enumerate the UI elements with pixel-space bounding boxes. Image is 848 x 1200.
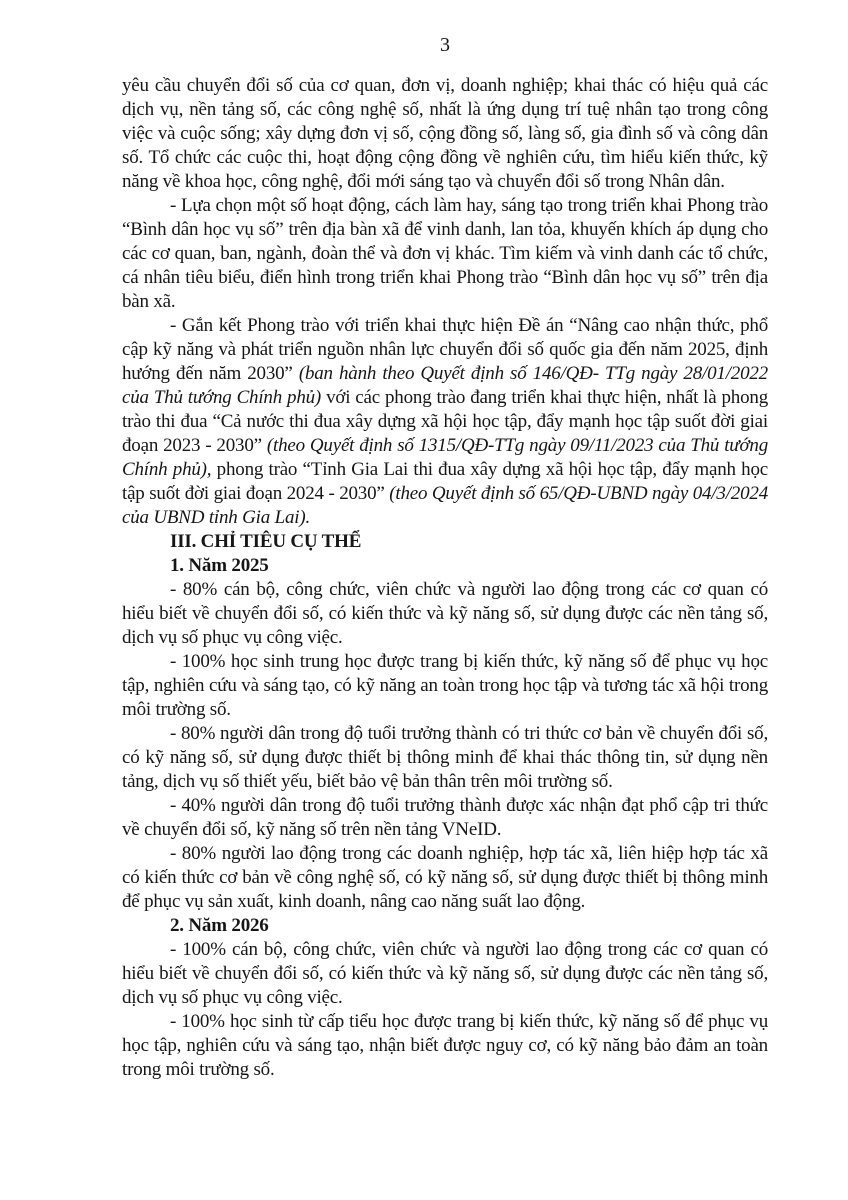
text-run: - 100% cán bộ, công chức, viên chức và người lao động trong các cơ quan có hiểu biết về chuyển đổi số, có kiến thức và kỹ năng số, sử dụng được các nền tảng số, dịch vụ số phục vụ công việc.	[122, 939, 768, 1008]
para-2026-100-can-bo	[122, 938, 768, 1010]
document-body	[122, 74, 768, 1082]
citation-italic-run: (theo Quyết định số 1315/QĐ-TTg ngày 09/11/2023 của Thủ tướng Chính phủ),	[122, 435, 768, 480]
para-2026-100-hoc-sinh-tieu-hoc	[122, 1010, 768, 1082]
text-run: với các phong trào đang triển khai thực hiện, nhất là phong trào thi đua “Cả nước thi đua xây dựng xã hội học tập, đẩy mạnh học tập suốt đời giai đoạn 2023 - 2030”	[122, 387, 768, 456]
para-2025-40-nguoi-dan-vneid	[122, 794, 768, 842]
text-run: - 100% học sinh trung học được trang bị kiến thức, kỹ năng số để phục vụ học tập, nghiên cứu và sáng tạo, có kỹ năng an toàn trong học tập và tương tác xã hội trong môi trường số.	[122, 651, 768, 720]
para-2025-80-nguoi-lao-dong	[122, 842, 768, 914]
para-2025-80-can-bo	[122, 578, 768, 650]
text-run: phong trào “Tỉnh Gia Lai thi đua xây dựng xã hội học tập, đẩy mạnh học tập suốt đời giai đoạn 2024 - 2030”	[122, 459, 768, 504]
para-2025-100-hoc-sinh-trung-hoc	[122, 650, 768, 722]
text-run: - 80% người lao động trong các doanh nghiệp, hợp tác xã, liên hiệp hợp tác xã có kiến thức cơ bản về công nghệ số, có kỹ năng số, sử dụng được thiết bị thông minh để phục vụ sản xuất, kinh doanh, nâng cao năng suất lao động.	[122, 843, 768, 912]
text-run: - Lựa chọn một số hoạt động, cách làm hay, sáng tạo trong triển khai Phong trào “Bình dân học vụ số” trên địa bàn xã để vinh danh, lan tỏa, khuyến khích áp dụng cho các cơ quan, ban, ngành, đoàn thể và đơn vị khác. Tìm kiếm và vinh danh các tổ chức, cá nhân tiêu biểu, điển hình trong triển khai Phong trào “Bình dân học vụ số” trên địa bàn xã.	[122, 195, 768, 312]
text-run: yêu cầu chuyển đổi số của cơ quan, đơn vị, doanh nghiệp; khai thác có hiệu quả các dịch vụ, nền tảng số, các công nghệ số, nhất là ứng dụng trí tuệ nhân tạo trong công việc và cuộc sống; xây dựng đơn vị số, cộng đồng số, làng số, gia đình số và công dân số. Tổ chức các cuộc thi, hoạt động cộng đồng về nghiên cứu, tìm hiểu kiến thức, kỹ năng về khoa học, công nghệ, đổi mới sáng tạo và chuyển đổi số trong Nhân dân.	[122, 75, 768, 192]
page-number: 3	[440, 34, 450, 56]
citation-italic-run: (ban hành theo Quyết định số 146/QĐ- TTg ngày 28/01/2022 của Thủ tướng Chính phủ)	[122, 363, 768, 408]
text-run: - 100% học sinh từ cấp tiểu học được trang bị kiến thức, kỹ năng số để phục vụ học tập, nghiên cứu và sáng tạo, nhận biết được nguy cơ, có kỹ năng bảo đảm an toàn trong môi trường số.	[122, 1011, 768, 1080]
text-run: - 80% cán bộ, công chức, viên chức và người lao động trong các cơ quan có hiểu biết về chuyển đổi số, có kiến thức và kỹ năng số, sử dụng được các nền tảng số, dịch vụ số phục vụ công việc.	[122, 579, 768, 648]
heading-1-nam-2025	[122, 554, 768, 578]
text-run: III. CHỈ TIÊU CỤ THỂ	[170, 531, 362, 552]
para-lua-chon-hoat-dong	[122, 194, 768, 314]
text-run: - 80% người dân trong độ tuổi trưởng thành có tri thức cơ bản về chuyển đổi số, có kỹ năng số, sử dụng được thiết bị thông minh để khai thác thông tin, sử dụng nền tảng, dịch vụ số thiết yếu, biết bảo vệ bản thân trên môi trường số.	[122, 723, 768, 792]
text-run: - Gắn kết Phong trào với triển khai thực hiện Đề án “Nâng cao nhận thức, phổ cập kỹ năng và phát triển nguồn nhân lực chuyển đổi số quốc gia đến năm 2025, định hướng đến năm 2030”	[122, 315, 768, 384]
text-run: 2. Năm 2026	[170, 915, 269, 936]
heading-iii-chi-tieu-cu-the	[122, 530, 768, 554]
text-run: - 40% người dân trong độ tuổi trưởng thành được xác nhận đạt phổ cập tri thức về chuyển đổi số, kỹ năng số trên nền tảng VNeID.	[122, 795, 768, 840]
para-2025-80-nguoi-dan	[122, 722, 768, 794]
para-continuation-chuyen-doi-so	[122, 74, 768, 194]
citation-italic-run: (theo Quyết định số 65/QĐ-UBND ngày 04/3/2024 của UBND tỉnh Gia Lai).	[122, 483, 768, 528]
heading-2-nam-2026	[122, 914, 768, 938]
para-gan-ket-phong-trao	[122, 314, 768, 530]
text-run: 1. Năm 2025	[170, 555, 269, 576]
